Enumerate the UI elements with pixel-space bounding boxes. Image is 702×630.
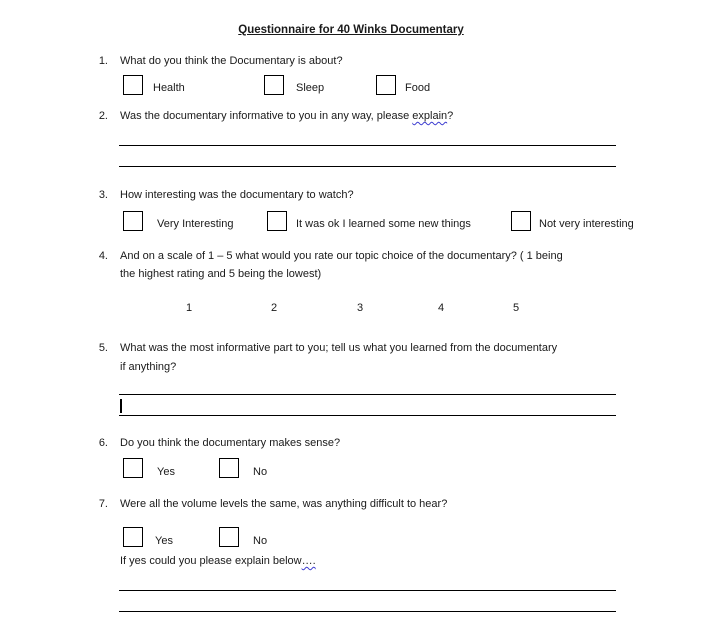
- question-number: 2.: [98, 110, 108, 122]
- question-number: 3.: [98, 189, 108, 201]
- option-not-very-interesting-label: Not very interesting: [539, 218, 634, 230]
- question-4-text-line1: And on a scale of 1 – 5 what would you rate our topic choice of the documentary? ( 1 being: [120, 250, 563, 262]
- question-4-text-line2: the highest rating and 5 being the lowest): [120, 268, 322, 280]
- scale-option-4[interactable]: 4: [438, 302, 445, 314]
- question-7-followup: If yes could you please explain below….: [120, 555, 316, 567]
- answer-line[interactable]: [119, 590, 616, 591]
- scale-option-3[interactable]: 3: [357, 302, 364, 314]
- option-health-label: Health: [153, 82, 185, 94]
- checkbox-no[interactable]: [219, 527, 239, 547]
- checkbox-it-was-ok[interactable]: [267, 211, 287, 231]
- question-5-text-line2: if anything?: [120, 361, 177, 373]
- checkbox-health[interactable]: [123, 75, 143, 95]
- question-7-text: Were all the volume levels the same, was anything difficult to hear?: [120, 498, 448, 510]
- option-no-label: No: [253, 535, 268, 547]
- option-yes-label: Yes: [155, 535, 173, 547]
- text-cursor: [120, 399, 122, 413]
- checkbox-not-very-interesting[interactable]: [511, 211, 531, 231]
- answer-line[interactable]: [119, 145, 616, 146]
- option-yes-label: Yes: [157, 466, 175, 478]
- question-number: 7.: [98, 498, 108, 510]
- answer-line[interactable]: [119, 394, 616, 395]
- answer-line[interactable]: [119, 415, 616, 416]
- checkbox-no[interactable]: [219, 458, 239, 478]
- question-number: 5.: [98, 342, 108, 354]
- question-6-text: Do you think the documentary makes sense?: [120, 437, 341, 449]
- question-number: 1.: [98, 55, 108, 67]
- checkbox-very-interesting[interactable]: [123, 211, 143, 231]
- question-3-text: How interesting was the documentary to watch?: [120, 189, 354, 201]
- page-title: Questionnaire for 40 Winks Documentary: [238, 24, 464, 36]
- question-number: 4.: [98, 250, 108, 262]
- checkbox-yes[interactable]: [123, 527, 143, 547]
- checkbox-food[interactable]: [376, 75, 396, 95]
- checkbox-sleep[interactable]: [264, 75, 284, 95]
- question-1-text: What do you think the Documentary is about?: [120, 55, 343, 67]
- question-5-text-line1: What was the most informative part to you; tell us what you learned from the documentary: [120, 342, 558, 354]
- option-no-label: No: [253, 466, 268, 478]
- scale-option-5[interactable]: 5: [513, 302, 520, 314]
- scale-option-1[interactable]: 1: [186, 302, 193, 314]
- question-2-text: Was the documentary informative to you in any way, please explain?: [120, 110, 454, 122]
- answer-line[interactable]: [119, 166, 616, 167]
- option-sleep-label: Sleep: [296, 82, 325, 94]
- option-very-interesting-label: Very Interesting: [157, 218, 234, 230]
- checkbox-yes[interactable]: [123, 458, 143, 478]
- option-food-label: Food: [405, 82, 431, 94]
- answer-line[interactable]: [119, 611, 616, 612]
- scale-option-2[interactable]: 2: [271, 302, 278, 314]
- question-number: 6.: [98, 437, 108, 449]
- option-it-was-ok-label: It was ok I learned some new things: [296, 218, 471, 230]
